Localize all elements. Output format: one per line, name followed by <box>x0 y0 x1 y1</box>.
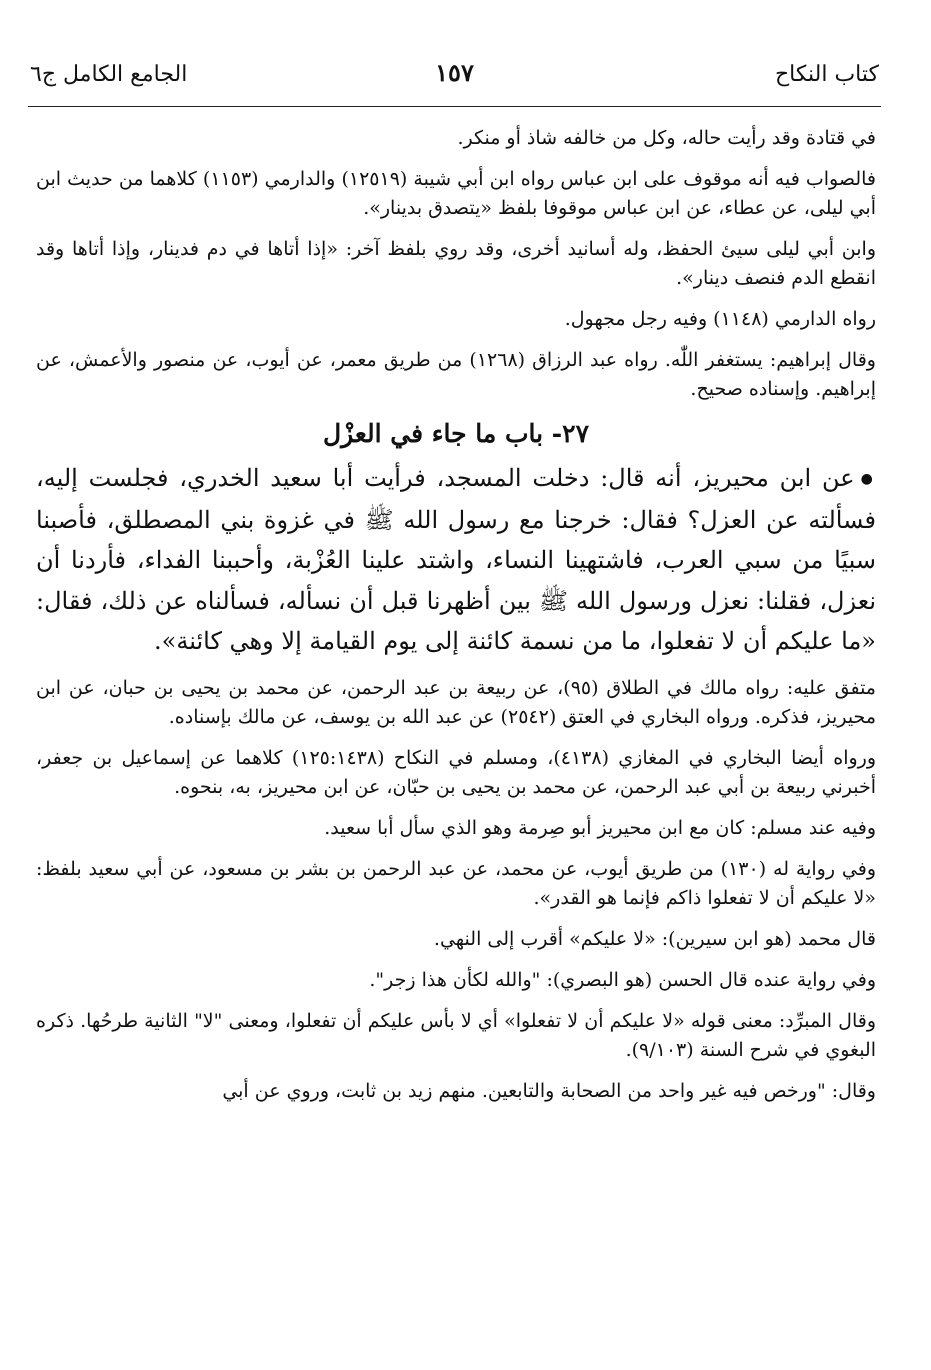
paragraph: وفي رواية عنده قال الحسن (هو البصري): "والله لكأن هذا زجر". <box>369 968 876 991</box>
page-body <box>36 124 876 1118</box>
page-header <box>30 58 879 98</box>
paragraph: وقال إبراهيم: يستغفر اللّٰه. رواه عبد الرزاق (١٢٦٨) من طريق معمر، عن أيوب، عن منصور والأعمش، عن إبراهيم. وإسناده صحيح. <box>36 349 876 400</box>
hadith-body: عن ابن محيريز، أنه قال: دخلت المسجد، فرأيت أبا سعيد الخدري، فجلست إليه، فسألته عن العزل؟ فقال: خرجنا مع رسول الله ﷺ في غزوة بني المصطلق، فأصبنا سبيًا من سبي العرب، فاشتهينا النساء، واشتد علينا العُزْبة، وأحببنا الفداء، فأردنا أن نعزل، فقلنا: نعزل ورسول الله ﷺ بين أظهرنا قبل أن نسأله، فسألناه عن ذلك، فقال: «ما عليكم أن لا تفعلوا، ما من نسمة كائنة إلى يوم القيامة إلا وهي كائنة». <box>36 464 876 656</box>
paragraph: رواه الدارمي (١١٤٨) وفيه رجل مجهول. <box>564 308 876 330</box>
paragraph: متفق عليه: رواه مالك في الطلاق (٩٥)، عن ربيعة بن عبد الرحمن، عن محمد بن يحيى بن حبان، عن ابن محيريز، فذكره. ورواه البخاري في العتق (٢٥٤٢) عن عبد الله بن يوسف، عن مالك بإسناده. <box>36 676 876 728</box>
paragraph: في قتادة وقد رأيت حاله، وكل من خالفه شاذ أو منكر. <box>457 127 876 149</box>
paragraph: وفيه عند مسلم: كان مع ابن محيريز أبو صِرمة وهو الذي سأل أبا سعيد. <box>324 816 876 839</box>
paragraph: وقال المبرِّد: معنى قوله «لا عليكم أن لا تفعلوا» أي لا بأس عليكم أن تفعلوا، ومعنى "لا" الثانية طرحُها. ذكره البغوي في شرح السنة (٩/١٠٣). <box>36 1009 876 1061</box>
paragraph: وفي رواية له (١٣٠) من طريق أيوب، عن محمد، عن عبد الرحمن بن بشر بن مسعود، عن أبي سعيد بلفظ: «لا عليكم أن لا تفعلوا ذاكم فإنما هو القدر». <box>36 857 876 909</box>
chapter-heading: ٢٧- باب ما جاء في العزْل <box>322 419 590 448</box>
bullet-icon: ● <box>860 471 876 488</box>
hadith-text <box>36 458 876 662</box>
volume-title: الجامع الكامل ج٦ <box>30 62 188 87</box>
paragraph: فالصواب فيه أنه موقوف على ابن عباس رواه ابن أبي شيبة (١٢٥١٩) والدارمي (١١٥٣) كلاهما من حديث ابن أبي ليلى، عن عطاء، عن ابن عباس موقوفا بلفظ «يتصدق بدينار». <box>36 168 876 219</box>
paragraph: وقال: "ورخص فيه غير واحد من الصحابة والتابعين. منهم زيد بن ثابت، وروي عن أبي <box>222 1079 876 1102</box>
book-title: كتاب النكاح <box>774 62 879 87</box>
paragraph: وابن أبي ليلى سيئ الحفظ، وله أسانيد أخرى، وقد روي بلفظ آخر: «إذا أتاها في دم فدينار، وإذا أتاها وقد انقطع الدم فنصف دينار». <box>36 238 876 289</box>
page-number: ١٥٧ <box>435 58 474 87</box>
paragraph: قال محمد (هو ابن سيرين): «لا عليكم» أقرب إلى النهي. <box>433 927 876 950</box>
paragraph: ورواه أيضا البخاري في المغازي (٤١٣٨)، ومسلم في النكاح (١٢٥:١٤٣٨) كلاهما عن إسماعيل بن جعفر، أخبرني ربيعة بن أبي عبد الرحمن، عن محمد بن يحيى بن حبّان، عن ابن محيريز، به، بنحوه. <box>36 746 876 798</box>
header-rule <box>28 106 881 107</box>
